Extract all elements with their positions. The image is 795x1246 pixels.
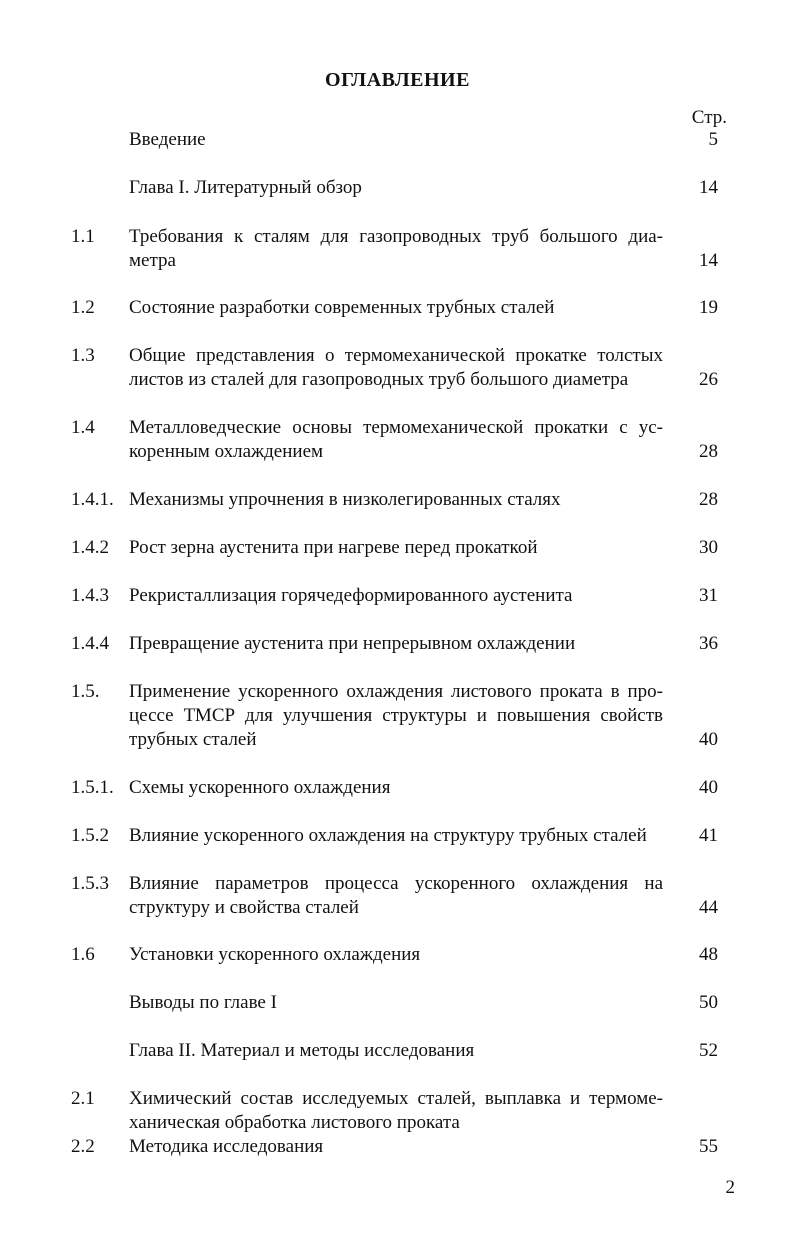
toc-entry-page: 26 — [699, 369, 718, 390]
toc-entry-page: 14 — [699, 177, 718, 198]
toc-entry-page: 30 — [699, 537, 718, 558]
toc-entry-title — [129, 536, 663, 560]
toc-entry-title — [129, 632, 663, 656]
toc-entry-title — [129, 824, 663, 848]
toc-entry-number: 1.4 — [71, 417, 95, 438]
toc-entry-title-line: Схемы ускоренного охлаждения — [129, 777, 391, 798]
toc-entry-page: 55 — [699, 1136, 718, 1157]
toc-entry-number: 1.5.1. — [71, 777, 114, 798]
toc-entry-number: 2.2 — [71, 1136, 95, 1157]
toc-entry-title — [129, 296, 663, 320]
toc-entry-title — [129, 1087, 663, 1135]
toc-entry-title-line: Химический состав исследуемых сталей, выплавка и термоме- — [129, 1088, 663, 1109]
toc-entry-title-line: Влияние параметров процесса ускоренного охлаждения на — [129, 873, 663, 894]
toc-entry-page: 40 — [699, 729, 718, 750]
toc-entry-title-line: трубных сталей — [129, 729, 257, 750]
toc-entry-title-line: Выводы по главе I — [129, 992, 277, 1013]
toc-entry-title-line: Состояние разработки современных трубных сталей — [129, 297, 555, 318]
toc-entry-title — [129, 680, 663, 752]
toc-entry-title-line: Методика исследования — [129, 1136, 324, 1157]
toc-entry-page: 50 — [699, 992, 718, 1013]
toc-entry-page: 36 — [699, 633, 718, 654]
toc-entry-page: 14 — [699, 250, 718, 271]
toc-entry-number: 1.5.3 — [71, 873, 109, 894]
toc-entry-title-line: Глава II. Материал и методы исследования — [129, 1040, 475, 1061]
toc-entry-title — [129, 176, 663, 200]
toc-entry-page: 41 — [699, 825, 718, 846]
toc-entry-number: 1.4.3 — [71, 585, 109, 606]
toc-entry-number: 1.2 — [71, 297, 95, 318]
toc-entry-number: 1.6 — [71, 944, 95, 965]
toc-entry-title-line: Механизмы упрочнения в низколегированных сталях — [129, 489, 561, 510]
toc-entry-title — [129, 128, 663, 152]
page-column-header: Стр. — [691, 107, 727, 128]
toc-entry-title-line: ханическая обработка листового проката — [129, 1112, 460, 1133]
toc-entry-page: 28 — [699, 441, 718, 462]
toc-entry-page: 5 — [708, 129, 718, 150]
toc-entry-title-line: Введение — [129, 129, 206, 150]
toc-entry-title-line: структуру и свойства сталей — [129, 897, 359, 918]
toc-entry-title — [129, 872, 663, 920]
toc-entry-title-line: листов из сталей для газопроводных труб большого диаметра — [129, 369, 629, 390]
toc-entry-number: 1.4.2 — [71, 537, 109, 558]
toc-entry-title — [129, 488, 663, 512]
toc-entry-title — [129, 225, 663, 273]
page-number: 2 — [725, 1177, 735, 1198]
toc-entry-number: 1.4.4 — [71, 633, 109, 654]
toc-entry-title — [129, 943, 663, 967]
toc-entry-title-line: Влияние ускоренного охлаждения на структуру трубных сталей — [129, 825, 647, 846]
toc-entry-number: 1.1 — [71, 226, 95, 247]
toc-entry-title-line: Рост зерна аустенита при нагреве перед прокаткой — [129, 537, 538, 558]
toc-entry-page: 28 — [699, 489, 718, 510]
toc-entry-title-line: цессе ТМСР для улучшения структуры и повышения свойств — [129, 705, 663, 726]
toc-entry-title-line: метра — [129, 250, 176, 271]
toc-entry-title — [129, 584, 663, 608]
toc-entry-title-line: Применение ускоренного охлаждения листового проката в про- — [129, 681, 663, 702]
toc-entry-page: 31 — [699, 585, 718, 606]
toc-entry-number: 2.1 — [71, 1088, 95, 1109]
toc-entry-title — [129, 344, 663, 392]
toc-entry-title — [129, 991, 663, 1015]
toc-entry-number: 1.3 — [71, 345, 95, 366]
toc-entry-page: 44 — [699, 897, 718, 918]
toc-entry-page: 52 — [699, 1040, 718, 1061]
toc-entry-title-line: Общие представления о термомеханической прокатке толстых — [129, 345, 663, 366]
toc-entry-number: 1.5. — [71, 681, 100, 702]
toc-entry-title-line: Требования к сталям для газопроводных труб большого диа- — [129, 226, 663, 247]
toc-entry-title-line: коренным охлаждением — [129, 441, 324, 462]
toc-entry-number: 1.4.1. — [71, 489, 114, 510]
toc-entry-title — [129, 416, 663, 464]
toc-entry-title — [129, 776, 663, 800]
toc-entry-page: 48 — [699, 944, 718, 965]
toc-entry-title-line: Установки ускоренного охлаждения — [129, 944, 421, 965]
toc-entry-title-line: Рекристаллизация горячедеформированного аустенита — [129, 585, 573, 606]
page-title: ОГЛАВЛЕНИЕ — [325, 69, 470, 91]
toc-entry-number: 1.5.2 — [71, 825, 109, 846]
toc-entry-title-line: Превращение аустенита при непрерывном охлаждении — [129, 633, 576, 654]
toc-entry-page: 40 — [699, 777, 718, 798]
toc-entry-title — [129, 1135, 663, 1159]
toc-entry-title-line: Глава I. Литературный обзор — [129, 177, 362, 198]
toc-entry-page: 19 — [699, 297, 718, 318]
toc-entry-title-line: Металловедческие основы термомеханической прокатки с ус- — [129, 417, 663, 438]
toc-entry-title — [129, 1039, 663, 1063]
